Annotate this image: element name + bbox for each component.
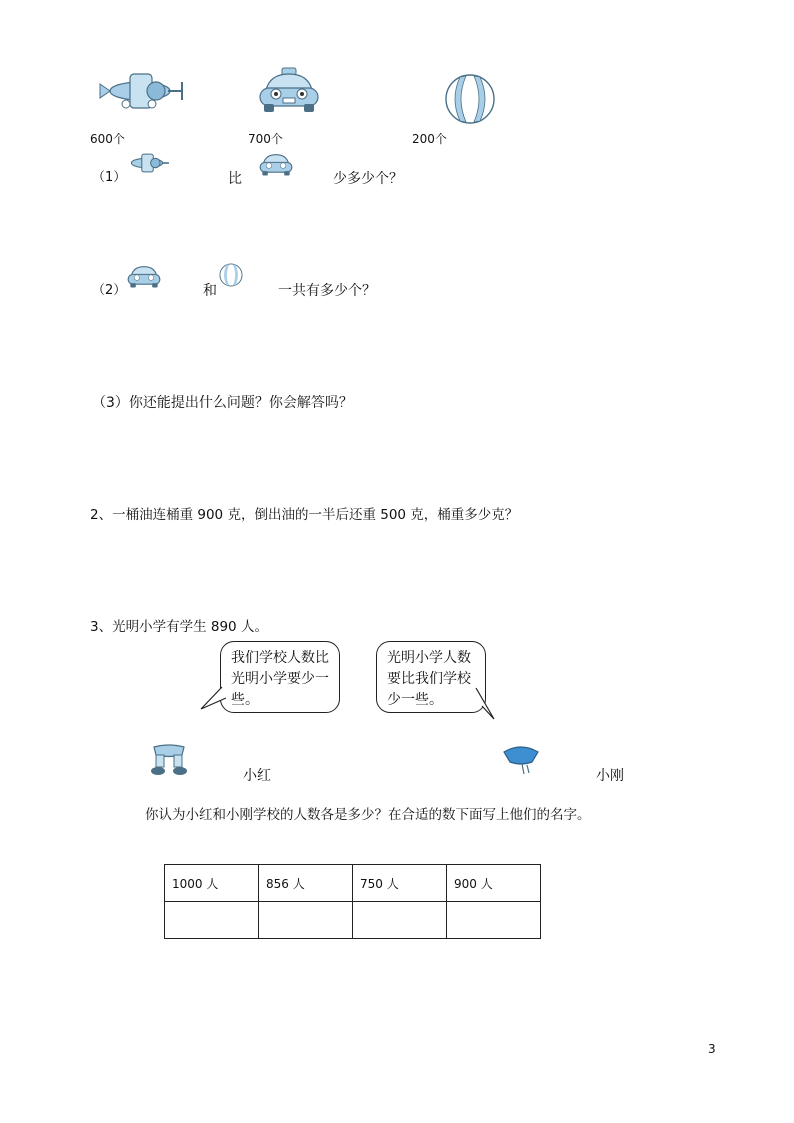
toy-plane-icon bbox=[96, 70, 184, 112]
name-xiaohong: 小红 bbox=[243, 768, 271, 784]
ball-small-icon bbox=[219, 263, 243, 287]
name-xiaogang: 小刚 bbox=[596, 768, 624, 784]
sub-question-2-tail: 一共有多少个？ bbox=[278, 283, 376, 299]
speech-bubble-xiaogang-text: 光明小学人数要比我们学校少一些。 bbox=[387, 650, 471, 708]
sub-question-2-number: （2） bbox=[92, 283, 127, 298]
xiaogang-figure-icon bbox=[498, 744, 544, 778]
question-3-title: 3、光明小学有学生 890 人。 bbox=[90, 619, 268, 635]
answer-cell[interactable] bbox=[353, 902, 447, 939]
sub-question-1-tail: 少多少个？ bbox=[333, 171, 403, 187]
plane-count-label: 600个 bbox=[90, 132, 125, 146]
speech-bubble-xiaohong-text: 我们学校人数比光明小学要少一些。 bbox=[231, 650, 329, 708]
car-count-label: 700个 bbox=[248, 132, 283, 146]
speech-bubble-tail-left bbox=[198, 686, 228, 712]
page-number: 3 bbox=[708, 1042, 716, 1056]
toy-car-small-icon bbox=[126, 262, 162, 290]
ball-count-label: 200个 bbox=[412, 132, 447, 146]
toy-car-icon bbox=[256, 66, 322, 116]
ball-icon bbox=[444, 73, 496, 125]
sub-question-1-compare-word: 比 bbox=[228, 171, 242, 187]
sub-question-1-number: （1） bbox=[92, 170, 127, 185]
sub-question-3: （3）你还能提出什么问题？你会解答吗？ bbox=[92, 395, 353, 411]
table-cell: 1000 人 bbox=[165, 865, 259, 902]
answer-cell[interactable] bbox=[447, 902, 541, 939]
table-cell: 900 人 bbox=[447, 865, 541, 902]
question-3-prompt: 你认为小红和小刚学校的人数各是多少？在合适的数下面写上他们的名字。 bbox=[145, 807, 591, 823]
table-answer-row bbox=[165, 902, 541, 939]
speech-bubble-xiaohong bbox=[220, 641, 340, 713]
speech-bubble-tail-right bbox=[474, 684, 498, 722]
toy-car-small-icon bbox=[258, 150, 294, 178]
question-2: 2、一桶油连桶重 900 克，倒出油的一半后还重 500 克，桶重多少克？ bbox=[90, 507, 519, 523]
answer-table bbox=[164, 864, 541, 939]
xiaohong-figure-icon bbox=[146, 743, 192, 777]
table-cell: 750 人 bbox=[353, 865, 447, 902]
sub-question-2-and-word: 和 bbox=[203, 283, 217, 299]
table-cell: 856 人 bbox=[259, 865, 353, 902]
table-header-row bbox=[165, 865, 541, 902]
answer-cell[interactable] bbox=[259, 902, 353, 939]
answer-cell[interactable] bbox=[165, 902, 259, 939]
speech-bubble-xiaogang bbox=[376, 641, 486, 713]
toy-plane-small-icon bbox=[124, 150, 170, 176]
